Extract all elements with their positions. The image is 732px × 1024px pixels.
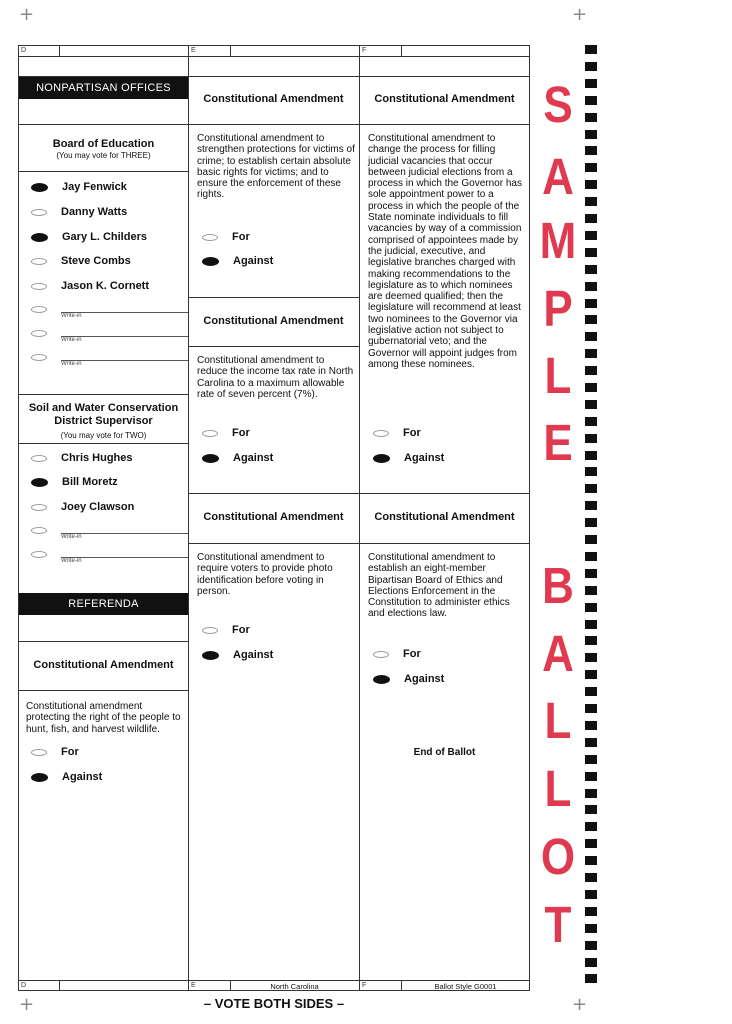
amendment-text: Constitutional amendment to strengthen protections for victims of crime; to establish certain absolute basic rights for victims; and to ensure the enforcement of these rights. [197,133,355,201]
oval-marked[interactable] [373,454,390,463]
candidate-name: Gary L. Childers [62,231,147,243]
timing-mark [585,146,597,155]
timing-mark [585,670,597,679]
end-of-ballot: End of Ballot [413,747,476,758]
amendment-title: Constitutional Amendment [203,93,344,105]
timing-mark [585,163,597,172]
crop-mark: + [572,4,588,25]
footer-tick [59,980,60,990]
column-letter-e: E [191,47,196,54]
contest-board-of-education [19,138,188,160]
timing-mark [585,79,597,88]
oval[interactable] [31,283,47,290]
section-nonpartisan-offices: NONPARTISAN OFFICES [19,77,188,99]
timing-mark [585,822,597,831]
for-label: For [232,427,250,439]
oval[interactable] [31,354,47,361]
timing-mark [585,231,597,240]
candidate-option[interactable] [31,279,149,293]
against-label: Against [404,673,445,685]
column-letter-e: E [191,982,196,989]
candidate-name: Steve Combs [61,255,131,267]
rule [359,543,529,544]
timing-mark [585,805,597,814]
rule [359,493,529,494]
timing-mark [585,958,597,967]
writein-label: Write-in [61,534,82,540]
candidate-name: Jason K. Cornett [61,280,150,292]
timing-mark [585,704,597,713]
amendment-title: Constitutional Amendment [374,93,515,105]
timing-mark [585,45,597,54]
rule [19,394,188,395]
oval-marked[interactable] [31,183,48,192]
amendment-title: Constitutional Amendment [33,659,174,671]
footer-rule [19,980,529,981]
timing-mark [585,113,597,122]
contest-title: Soil and Water Conservation District Supervisor [28,402,179,427]
timing-mark [585,586,597,595]
amendment-text: Constitutional amendment to change the process for filling judicial vacancies that occur between judicial elections from a process in which the Governor has sole appointment power to a process in which the people of the State nominate individuals to fill vacancies by way of a commission comprised of appointees made by the judicial, executive, and legislative branches charged with making recommendations to the legislature as to which nominees are deemed qualified; then the legislature will recommend at least two nominees to the Governor via legislative action not subject to gubernatorial veto; and the Governor will appoint judges from among these nominees. [368,133,522,370]
oval[interactable] [31,504,47,511]
crop-mark: + [572,994,588,1015]
footer-state: North Carolina [270,982,319,991]
timing-mark [585,197,597,206]
timing-mark [585,130,597,139]
oval-marked[interactable] [373,675,390,684]
candidate-option[interactable] [31,475,118,489]
against-label: Against [404,452,445,464]
vote-for-note: (You may vote for THREE) [56,151,151,160]
amendment-title: Constitutional Amendment [374,511,515,523]
candidate-name: Joey Clawson [61,501,135,513]
timing-mark [585,687,597,696]
watermark-letter: T [544,897,572,954]
oval[interactable] [373,651,389,658]
timing-mark [585,332,597,341]
rule [188,297,359,298]
header-tick [59,46,60,56]
for-option[interactable] [202,426,250,440]
watermark-letter: A [542,626,574,683]
timing-mark [585,620,597,629]
watermark-letter: P [543,281,573,338]
rule [188,543,359,544]
for-label: For [403,427,421,439]
vote-for-note: (You may vote for TWO) [60,431,147,440]
timing-mark [585,907,597,916]
timing-mark [585,282,597,291]
oval[interactable] [202,430,218,437]
writein-option[interactable] [31,547,61,561]
watermark-letter: S [543,77,573,134]
timing-mark [585,265,597,274]
watermark-letter: A [542,149,574,206]
timing-mark [585,755,597,764]
oval[interactable] [31,306,47,313]
amendment-title: Constitutional Amendment [203,511,344,523]
timing-mark [585,721,597,730]
against-label: Against [62,771,103,783]
watermark-letter: L [544,761,572,818]
column-letter-d: D [21,982,27,989]
candidate-option[interactable] [31,500,134,514]
oval[interactable] [31,527,47,534]
candidate-option[interactable] [31,254,131,268]
for-option[interactable] [31,745,79,759]
timing-mark [585,180,597,189]
timing-mark [585,924,597,933]
oval[interactable] [31,330,47,337]
footer-ballot-style: Ballot Style G0001 [434,982,497,991]
writein-label: Write-in [61,361,82,367]
header-tick [401,46,402,56]
timing-mark [585,467,597,476]
candidate-option[interactable] [31,451,133,465]
header-rule [19,56,529,57]
timing-mark [585,366,597,375]
against-option[interactable] [373,672,444,686]
watermark-letter: E [543,415,573,472]
column-letter-f: F [362,47,367,54]
amendment-text: Constitutional amendment to reduce the income tax rate in North Carolina to a maximum allowable rate of seven percent (7%). [197,355,354,400]
watermark-letter: M [539,213,577,270]
timing-mark [585,839,597,848]
timing-mark [585,400,597,409]
vote-both-sides: – VOTE BOTH SIDES – [203,996,345,1011]
against-option[interactable] [202,451,273,465]
ballot-sheet [18,45,530,991]
timing-mark [585,501,597,510]
watermark-letter: O [540,829,576,886]
rule [188,124,359,125]
for-label: For [232,624,250,636]
watermark-letter: B [542,558,574,615]
timing-mark [585,417,597,426]
oval-marked[interactable] [202,651,219,660]
amendment-text: Constitutional amendment protecting the right of the people to hunt, fish, and harvest wildlife. [26,701,181,735]
timing-mark [585,214,597,223]
section-referenda: REFERENDA [19,593,188,615]
rule [19,124,188,125]
candidate-option[interactable] [31,180,127,194]
timing-mark [585,96,597,105]
writein-label: Write-in [61,337,82,343]
rule [19,690,188,691]
timing-mark [585,941,597,950]
timing-mark [585,535,597,544]
amendment-text: Constitutional amendment to require voters to provide photo identification before voting in person. [197,552,333,597]
contest-soil-and-water [25,402,182,442]
for-label: For [61,746,79,758]
header-tick [230,46,231,56]
oval-marked[interactable] [202,454,219,463]
timing-mark [585,451,597,460]
timing-mark [585,434,597,443]
rule [359,124,529,125]
candidate-name: Jay Fenwick [62,181,127,193]
writein-option[interactable] [31,523,61,537]
against-label: Against [233,649,274,661]
column-letter-f: F [362,982,367,989]
for-option[interactable] [202,623,250,637]
crop-mark: + [19,4,35,25]
oval[interactable] [31,749,47,756]
against-option[interactable] [373,451,444,465]
timing-mark [585,383,597,392]
amendment-text: Constitutional amendment to establish an eight-member Bipartisan Board of Ethics and Elections Enforcement in the Constitution to administer ethics and elections law. [368,552,510,620]
candidate-option[interactable] [31,230,147,244]
oval[interactable] [31,258,47,265]
rule [19,171,188,172]
timing-mark [585,248,597,257]
timing-mark [585,603,597,612]
timing-mark [585,974,597,983]
writein-option[interactable] [31,350,61,364]
watermark-letter: L [544,348,572,405]
timing-mark [585,349,597,358]
for-option[interactable] [202,230,250,244]
timing-mark [585,789,597,798]
timing-mark [585,299,597,308]
timing-mark [585,518,597,527]
candidate-name: Danny Watts [61,206,128,218]
writein-option[interactable] [31,326,61,340]
timing-mark [585,890,597,899]
oval[interactable] [202,234,218,241]
writein-label: Write-in [61,558,82,564]
oval-marked[interactable] [31,478,48,487]
oval[interactable] [202,627,218,634]
oval[interactable] [31,209,47,216]
timing-mark [585,569,597,578]
for-option[interactable] [373,647,421,661]
column-letter-d: D [21,47,27,54]
timing-mark [585,772,597,781]
timing-mark [585,552,597,561]
for-label: For [232,231,250,243]
against-option[interactable] [31,770,102,784]
oval[interactable] [31,455,47,462]
writein-label: Write-in [61,313,82,319]
timing-mark [585,873,597,882]
rule [19,443,188,444]
timing-mark [585,738,597,747]
oval[interactable] [373,430,389,437]
candidate-name: Chris Hughes [61,452,133,464]
oval-marked[interactable] [31,773,48,782]
candidate-name: Bill Moretz [62,476,118,488]
crop-mark: + [19,994,35,1015]
against-label: Against [233,452,274,464]
amendment-title: Constitutional Amendment [203,315,344,327]
timing-mark [585,653,597,662]
for-option[interactable] [373,426,421,440]
timing-mark [585,62,597,71]
timing-mark [585,315,597,324]
rule [188,346,359,347]
against-option[interactable] [202,648,273,662]
against-option[interactable] [202,254,273,268]
for-label: For [403,648,421,660]
timing-mark [585,636,597,645]
oval[interactable] [31,551,47,558]
oval-marked[interactable] [202,257,219,266]
timing-mark [585,484,597,493]
rule [188,493,359,494]
contest-title: Board of Education [52,138,155,150]
timing-mark [585,856,597,865]
watermark-letter: L [544,693,572,750]
writein-option[interactable] [31,302,61,316]
against-label: Against [233,255,274,267]
oval-marked[interactable] [31,233,48,242]
rule [19,641,188,642]
candidate-option[interactable] [31,205,127,219]
